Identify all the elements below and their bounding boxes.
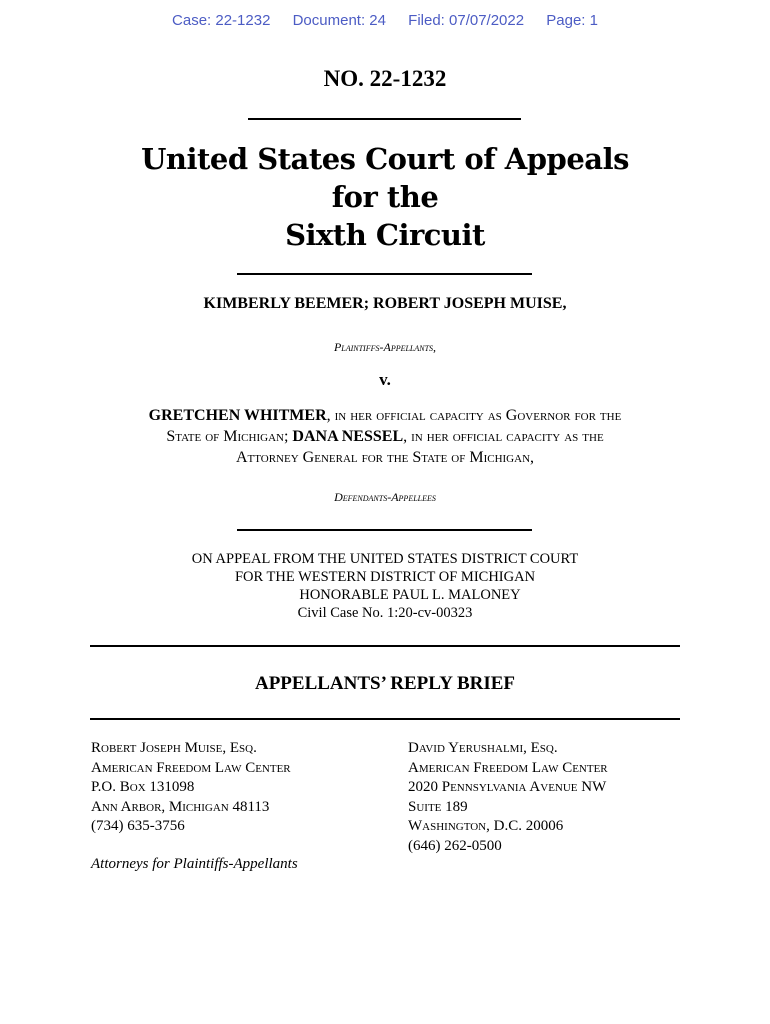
defendants-line3: Attorney General for the State of Michigan, (235, 449, 535, 466)
counsel-right-line: 2020 Pennsylvania Avenue NW (408, 779, 607, 795)
versus: v. (379, 370, 391, 389)
page-number-stamp: Page: 1 (546, 12, 598, 29)
appeal-line3: HONORABLE PAUL L. MALONEY (299, 587, 521, 603)
counsel-left (91, 739, 291, 837)
case-number: NO. 22-1232 (323, 66, 447, 91)
counsel-right (408, 739, 608, 856)
filed-date-stamp: Filed: 07/07/2022 (408, 12, 525, 29)
ecf-header-stamp (0, 12, 770, 29)
divider-rule (248, 118, 521, 120)
divider-rule (237, 529, 532, 531)
counsel-left-line: Ann Arbor, Michigan 48113 (91, 798, 270, 815)
divider-rule (90, 718, 680, 720)
appeal-block (0, 550, 770, 622)
defendant-name-nessel: DANA NESSEL (292, 428, 404, 445)
counsel-left-line: American Freedom Law Center (91, 759, 291, 776)
defendants-line2: State of Michigan; DANA NESSEL, in her official capacity as the (166, 428, 604, 445)
counsel-right-line: Washington, D.C. 20006 (408, 818, 564, 834)
case-number-stamp: Case: 22-1232 (172, 12, 271, 29)
divider-rule (237, 273, 532, 275)
counsel-right-line: (646) 262-0500 (408, 837, 502, 854)
defendants-block (0, 405, 770, 468)
appeal-line1: ON APPEAL FROM THE UNITED STATES DISTRICT COURT (191, 551, 579, 567)
counsel-left-line: (734) 635-3756 (91, 818, 185, 834)
counsel-right-line: David Yerushalmi, Esq. (408, 740, 558, 756)
counsel-left-line: P.O. Box 131098 (91, 779, 195, 795)
appeal-line4: Civil Case No. 1:20-cv-00323 (297, 605, 473, 621)
counsel-left-line: Robert Joseph Muise, Esq. (91, 740, 257, 756)
document-number-stamp: Document: 24 (292, 12, 386, 29)
defendant-name-whitmer: GRETCHEN WHITMER (148, 407, 327, 424)
plaintiffs-names: KIMBERLY BEEMER; ROBERT JOSEPH MUISE, (203, 295, 567, 312)
plaintiffs-role: Plaintiffs-Appellants, (333, 340, 437, 354)
appeal-line2: FOR THE WESTERN DISTRICT OF MICHIGAN (234, 569, 536, 585)
defendants-role: Defendants-Appellees (334, 490, 436, 504)
attorneys-for: Attorneys for Plaintiffs-Appellants (91, 856, 298, 872)
court-name-line3: Sixth Circuit (285, 218, 485, 252)
defendants-line1: GRETCHEN WHITMER, in her official capacity as Governor for the (148, 407, 622, 424)
court-name-line2: for the (331, 180, 439, 214)
counsel-right-line: American Freedom Law Center (408, 759, 608, 776)
court-name-line1: United States Court of Appeals (141, 142, 629, 176)
brief-title: APPELLANTS’ REPLY BRIEF (254, 673, 516, 694)
divider-rule (90, 645, 680, 647)
counsel-right-line: Suite 189 (408, 798, 468, 815)
